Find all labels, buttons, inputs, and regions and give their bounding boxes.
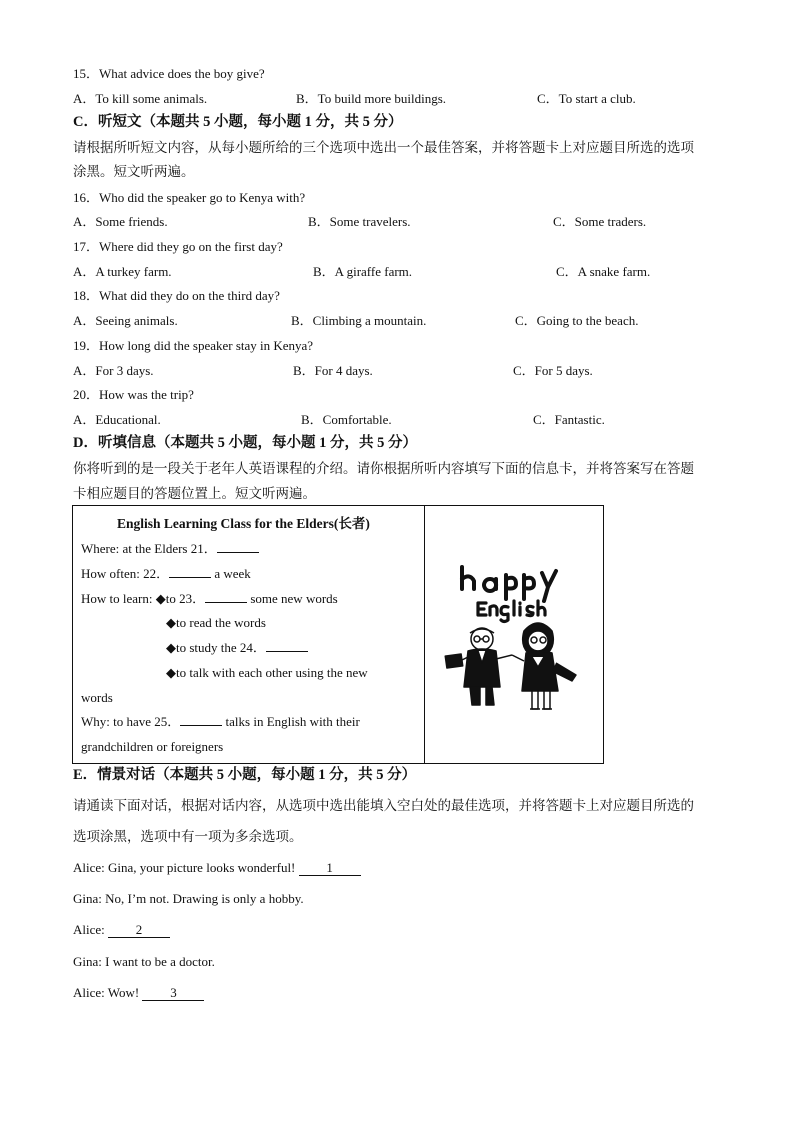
dialogue-line-5 [73,984,204,1002]
dialogue-line-3 [73,921,170,939]
info-card-words: words [81,690,113,705]
section-e-instructions-1: 请通读下面对话，根据对话内容，从选项中选出能填入空白处的最佳选项，并将答题卡上对应题目所选的 [73,798,694,814]
dialogue-line-2: Gina: No, I’m not. Drawing is only a hobby. [73,891,304,906]
q19-option-c: C．For 5 days. [513,363,593,378]
blank-23[interactable] [205,602,247,603]
info-card-study-label: ◆to study the 24． [166,640,266,655]
q15-option-a: A．To kill some animals. [73,91,208,106]
q18-stem: 18．What did they do on the third day? [73,288,280,303]
q15-option-c: C．To start a club. [537,91,636,106]
info-card-title: English Learning Class for the Elders(长者) [117,516,370,531]
info-card-how-to-learn [81,590,338,608]
blank-24[interactable] [266,651,308,652]
q20-option-b: B．Comfortable. [301,412,392,427]
q20-option-a: A．Educational. [73,412,161,427]
info-card-grandchildren: grandchildren or foreigners [81,739,224,754]
q15-stem: 15．What advice does the boy give? [73,66,265,81]
info-card-how-often [81,565,251,583]
info-card-why [81,713,360,731]
q15-option-b: B．To build more buildings. [296,91,447,106]
section-d-title: D．听填信息（本题共 5 小题，每小题 1 分，共 5 分） [73,435,417,451]
info-card-divider [424,506,425,763]
blank-21[interactable] [217,552,259,553]
dialogue-line-1 [73,859,361,877]
q18-option-a: A．Seeing animals. [73,313,178,328]
section-d-instructions-1: 你将听到的是一段关于老年人英语课程的介绍。请你根据所听内容填写下面的信息卡，并将答案写在答题 [73,461,694,477]
info-card-how-to-learn-suffix: some new words [247,591,338,606]
blank-22[interactable] [169,577,211,578]
info-card-why-suffix: talks in English with their [222,714,360,729]
section-e-title: E．情景对话（本题共 5 小题，每小题 1 分，共 5 分） [73,767,417,783]
q18-option-c: C．Going to the beach. [515,313,639,328]
q20-stem: 20．How was the trip? [73,387,194,402]
info-card-how-often-label: How often: 22． [81,566,170,581]
dialogue-line-3-text: Alice: [73,922,109,937]
q18-option-b: B．Climbing a mountain. [291,313,427,328]
info-card-talk: ◆to talk with each other using the new [166,665,368,680]
q16-stem: 16．Who did the speaker go to Kenya with? [73,190,306,205]
info-card-how-to-learn-label: How to learn: ◆to 23． [81,591,206,606]
info-card-where-label: Where: at the Elders 21． [81,541,217,556]
section-c-instructions-1: 请根据所听短文内容，从每小题所给的三个选项中选出一个最佳答案，并将答题卡上对应题目所选的选项 [73,140,694,156]
info-card-why-label: Why: to have 25． [81,714,181,729]
info-card-how-often-suffix: a week [211,566,251,581]
dialogue-line-4: Gina: I want to be a doctor. [73,954,215,969]
info-card-study [166,639,308,657]
dialogue-blank-2[interactable]: 2 [108,923,170,938]
q17-option-a: A．A turkey farm. [73,264,172,279]
dialogue-blank-1[interactable]: 1 [299,861,361,876]
q19-option-b: B．For 4 days. [293,363,373,378]
dialogue-line-1-text: Alice: Gina, your picture looks wonderful! [73,860,299,875]
section-c-title: C．听短文（本题共 5 小题，每小题 1 分，共 5 分） [73,114,403,130]
blank-25[interactable] [180,725,222,726]
info-card-read-words: ◆to read the words [166,615,266,630]
dialogue-blank-3[interactable]: 3 [142,986,204,1001]
q17-option-c: C．A snake farm. [556,264,651,279]
dialogue-line-5-text: Alice: Wow! [73,985,143,1000]
q16-option-c: C．Some traders. [553,214,647,229]
q16-option-b: B．Some travelers. [308,214,411,229]
q19-stem: 19．How long did the speaker stay in Kenya? [73,338,314,353]
info-card-where [81,540,259,558]
happy-english-illustration [432,553,592,718]
q17-option-b: B．A giraffe farm. [313,264,413,279]
q16-option-a: A．Some friends. [73,214,168,229]
section-c-instructions-2: 涂黑。短文听两遍。 [73,164,195,180]
section-d-instructions-2: 卡相应题目的答题位置上。短文听两遍。 [73,486,316,502]
q17-stem: 17．Where did they go on the first day? [73,239,283,254]
section-e-instructions-2: 选项涂黑，选项中有一项为多余选项。 [73,829,303,845]
q19-option-a: A．For 3 days. [73,363,154,378]
q20-option-c: C．Fantastic. [533,412,605,427]
